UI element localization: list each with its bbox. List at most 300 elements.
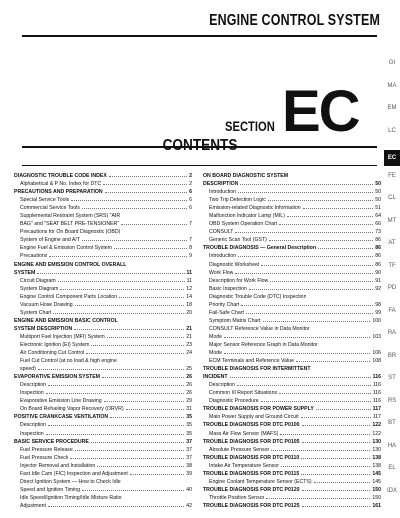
toc-leader-dots xyxy=(302,506,371,507)
toc-entry-page: 86 xyxy=(375,245,381,252)
toc-entry-page: 64 xyxy=(375,213,381,220)
toc-entry-page: 35 xyxy=(186,422,192,429)
toc-entry-title: Generic Scan Tool (GST) xyxy=(209,237,267,244)
toc-entry[interactable] xyxy=(14,204,192,212)
toc-entry[interactable] xyxy=(203,381,381,389)
toc-entry[interactable] xyxy=(14,212,192,220)
toc-entry[interactable] xyxy=(203,220,381,228)
toc-entry-page: 50 xyxy=(375,181,381,188)
toc-leader-dots xyxy=(97,466,184,467)
toc-entry-page: 130 xyxy=(372,446,381,453)
toc-entry-page: 108 xyxy=(372,358,381,365)
toc-leader-dots xyxy=(301,458,370,459)
toc-entry-page: 73 xyxy=(375,229,381,236)
toc-entry-page: 106 xyxy=(372,350,381,357)
toc-entry[interactable] xyxy=(203,325,381,333)
toc-entry[interactable] xyxy=(14,228,192,236)
toc-entry[interactable] xyxy=(14,309,192,317)
toc-leader-dots xyxy=(105,192,187,193)
toc-entry[interactable] xyxy=(203,269,381,277)
toc-leader-dots xyxy=(53,313,184,314)
toc-entry[interactable] xyxy=(203,373,381,381)
toc-entry-title: CONSULT Reference Value in Data Monitor xyxy=(209,325,310,332)
toc-leader-dots xyxy=(280,434,370,435)
toc-entry[interactable] xyxy=(14,502,192,510)
toc-entry-page: 7 xyxy=(189,221,192,228)
toc-leader-dots xyxy=(238,192,373,193)
toc-entry-page: 99 xyxy=(375,309,381,316)
toc-leader-dots xyxy=(301,417,371,418)
toc-entry[interactable] xyxy=(203,236,381,244)
toc-entry-page: 11 xyxy=(186,277,192,284)
toc-entry[interactable] xyxy=(203,397,381,405)
section-tab-br[interactable]: BR xyxy=(387,352,397,359)
toc-entry[interactable] xyxy=(14,478,192,486)
toc-leader-dots xyxy=(237,385,371,386)
toc-entry-title: Fuel Pressure Release xyxy=(20,446,73,453)
toc-entry-title: EVAPORATIVE EMISSION SYSTEM xyxy=(14,374,100,381)
toc-leader-dots xyxy=(249,289,373,290)
toc-entry-page: 2 xyxy=(189,173,192,179)
toc-leader-dots xyxy=(82,208,187,209)
toc-entry[interactable] xyxy=(203,446,381,454)
toc-entry-title: ECM Terminals and Reference Value xyxy=(209,358,294,365)
toc-leader-dots xyxy=(107,337,184,338)
toc-entry[interactable] xyxy=(14,446,192,454)
toc-entry[interactable] xyxy=(203,486,381,494)
toc-entry[interactable] xyxy=(203,204,381,212)
toc-entry[interactable] xyxy=(14,397,192,405)
toc-entry[interactable] xyxy=(14,373,192,381)
toc-entry-page: 38 xyxy=(186,462,192,469)
toc-entry[interactable] xyxy=(14,196,192,204)
toc-leader-dots xyxy=(71,200,187,201)
toc-entry-title: Main Power Supply and Ground Circuit xyxy=(209,414,299,421)
toc-entry-page: 117 xyxy=(372,406,381,413)
toc-entry-title: Absolute Pressure Sensor xyxy=(209,446,270,453)
toc-entry-page: 25 xyxy=(186,366,192,373)
toc-entry[interactable] xyxy=(14,438,192,446)
toc-entry-page: 42 xyxy=(186,502,192,509)
toc-entry-page: 50 xyxy=(375,197,381,204)
toc-leader-dots xyxy=(46,393,185,394)
toc-leader-dots xyxy=(82,240,187,241)
toc-entry-page: 24 xyxy=(186,350,192,357)
toc-entry[interactable] xyxy=(203,196,381,204)
toc-entry[interactable] xyxy=(14,381,192,389)
toc-entry[interactable] xyxy=(203,405,381,413)
toc-entry-page: 39 xyxy=(186,470,192,477)
toc-entry[interactable] xyxy=(14,285,192,293)
toc-entry-page: 161 xyxy=(372,502,381,509)
toc-entry-title: Diagnostic Worksheet xyxy=(209,261,260,268)
toc-entry-page: 116 xyxy=(372,390,381,397)
toc-entry[interactable] xyxy=(203,349,381,357)
toc-entry[interactable] xyxy=(203,188,381,196)
toc-entry-title: TROUBLE DIAGNOSIS FOR INTERMITTENT xyxy=(203,366,311,373)
toc-entry-page: 6 xyxy=(189,197,192,204)
title-rule xyxy=(22,35,377,37)
section-tab-at[interactable]: AT xyxy=(388,240,396,246)
toc-leader-dots xyxy=(235,232,373,233)
toc-leader-dots xyxy=(235,273,373,274)
toc-entry-title: ON BOARD DIAGNOSTIC SYSTEM xyxy=(203,173,289,179)
toc-entry-title: Work Flow xyxy=(209,269,234,276)
toc-entry-title: SYSTEM xyxy=(14,269,36,276)
toc-entry-page: 86 xyxy=(375,253,381,260)
toc-entry-title: BASIC SERVICE PROCEDURE xyxy=(14,438,89,445)
toc-entry-page: 40 xyxy=(186,486,192,493)
toc-entry-page: 91 xyxy=(375,277,381,284)
toc-entry-page: 37 xyxy=(186,438,192,445)
toc-entry-title: Evaporative Emission Line Drawing xyxy=(20,398,102,405)
toc-entry[interactable] xyxy=(14,470,192,478)
toc-entry[interactable] xyxy=(203,470,381,478)
toc-entry-title: Fail-Safe Chart xyxy=(209,309,244,316)
toc-entry[interactable] xyxy=(14,421,192,429)
section-tab-ha[interactable]: HA xyxy=(387,442,397,449)
toc-entry[interactable] xyxy=(14,220,192,228)
toc-entry-page: 86 xyxy=(375,261,381,268)
toc-entry[interactable] xyxy=(203,430,381,438)
toc-entry[interactable] xyxy=(14,325,192,333)
toc-entry[interactable] xyxy=(203,228,381,236)
toc-entry-page: 31 xyxy=(186,406,192,413)
section-tab-fa[interactable]: FA xyxy=(388,307,396,314)
toc-entry[interactable] xyxy=(203,309,381,317)
toc-entry-title: TROUBLE DIAGNOSIS — General Description xyxy=(203,245,316,252)
toc-leader-dots xyxy=(130,474,184,475)
toc-entry[interactable] xyxy=(203,357,381,365)
toc-entry-page: 21 xyxy=(186,333,192,340)
section-tab-strip xyxy=(384,60,400,518)
section-tab-tf[interactable]: TF xyxy=(388,262,396,269)
toc-entry-title: TROUBLE DIAGNOSIS FOR DTC P0110 xyxy=(203,454,300,461)
toc-entry-title: Diagnostic Trouble Code (DTC) Inspection xyxy=(209,293,307,300)
toc-entry-title: Basic Inspection xyxy=(209,285,247,292)
toc-entry[interactable] xyxy=(203,454,381,462)
toc-entry-page: 122 xyxy=(372,422,381,429)
section-tab-rs[interactable]: RS xyxy=(387,397,397,404)
toc-entry-title: Precautions for On Board Diagnostic (OBD) xyxy=(20,229,121,236)
toc-leader-dots xyxy=(75,450,184,451)
toc-entry-page: 26 xyxy=(186,374,192,381)
toc-entry[interactable] xyxy=(14,188,192,196)
toc-entry[interactable] xyxy=(14,462,192,470)
toc-leader-dots xyxy=(268,200,373,201)
toc-entry-title: Multiport Fuel Injection (MFI) System xyxy=(20,333,105,340)
toc-leader-dots xyxy=(38,369,184,370)
toc-entry-title: System Diagram xyxy=(20,285,59,292)
toc-leader-dots xyxy=(103,184,187,185)
toc-entry-page: 37 xyxy=(186,446,192,453)
toc-entry[interactable] xyxy=(203,478,381,486)
toc-leader-dots xyxy=(109,176,187,177)
toc-entry-page: 98 xyxy=(375,301,381,308)
toc-entry-page: 116 xyxy=(372,382,381,389)
toc-entry[interactable] xyxy=(203,438,381,446)
toc-entry-title: Circuit Diagram xyxy=(20,277,56,284)
toc-entry[interactable] xyxy=(14,413,192,421)
toc-entry[interactable] xyxy=(14,293,192,301)
toc-entry-title: Supplemental Restraint System (SRS) "AIR xyxy=(20,213,121,220)
toc-entry-page: 150 xyxy=(372,486,381,493)
contents-rule xyxy=(22,165,377,166)
toc-entry-title: INCIDENT xyxy=(203,374,228,381)
toc-entry[interactable] xyxy=(14,180,192,188)
section-tab-bt[interactable]: BT xyxy=(388,420,396,426)
section-tab-ma[interactable]: MA xyxy=(387,82,397,89)
toc-entry-title: Malfunction Indicator Lamp (MIL) xyxy=(209,213,285,220)
section-tab-el[interactable]: EL xyxy=(388,465,396,471)
toc-entry[interactable] xyxy=(203,172,381,180)
toc-entry-title: Mass Air Flow Sensor (MAFS) xyxy=(209,430,279,437)
toc-entry[interactable] xyxy=(203,180,381,188)
toc-leader-dots xyxy=(246,313,373,314)
toc-entry-page: 92 xyxy=(375,285,381,292)
toc-entry[interactable] xyxy=(203,293,381,301)
toc-entry-page: 116 xyxy=(372,398,381,405)
toc-entry[interactable] xyxy=(14,389,192,397)
toc-entry-title: DESCRIPTION xyxy=(203,181,239,188)
toc-leader-dots xyxy=(301,474,370,475)
toc-entry[interactable] xyxy=(14,454,192,462)
toc-entry-title: System of Engine and A/T xyxy=(20,237,80,244)
toc-entry[interactable] xyxy=(203,341,381,349)
section-tab-fe[interactable]: FE xyxy=(388,172,396,179)
toc-entry[interactable] xyxy=(203,462,381,470)
toc-entry-title: ENGINE AND EMISSION CONTROL OVERALL xyxy=(14,261,127,268)
toc-entry-title: Vacuum Hose Drawing xyxy=(20,301,73,308)
toc-right-column xyxy=(203,172,381,510)
toc-leader-dots xyxy=(302,442,371,443)
toc-entry[interactable] xyxy=(203,421,381,429)
toc-leader-dots xyxy=(104,401,185,402)
toc-leader-dots xyxy=(75,305,185,306)
toc-entry[interactable] xyxy=(14,236,192,244)
toc-entry-title: Symptom Matrix Chart xyxy=(209,317,261,324)
section-tab-gi[interactable]: GI xyxy=(388,60,396,66)
toc-entry-title: BAG" and "SEAT BELT PRE-TENSIONER" xyxy=(20,221,120,228)
toc-entry-page: 20 xyxy=(186,309,192,316)
toc-entry-title: OBD System Operation Chart xyxy=(209,221,278,228)
toc-leader-dots xyxy=(240,184,373,185)
toc-entry-page: 130 xyxy=(372,438,381,445)
section-tab-cl[interactable]: CL xyxy=(388,195,396,201)
toc-entry[interactable] xyxy=(203,389,381,397)
toc-entry-page: 11 xyxy=(186,269,192,276)
toc-entry-title: Fuel Pressure Check xyxy=(20,454,69,461)
toc-entry[interactable] xyxy=(14,333,192,341)
toc-entry-title: Idle Speed/Ignition Timing/Idle Mixture Ratio xyxy=(20,494,122,501)
toc-entry-title: Mode xyxy=(209,350,222,357)
toc-leader-dots xyxy=(91,345,184,346)
toc-entry[interactable] xyxy=(203,277,381,285)
toc-entry-title: TROUBLE DIAGNOSIS FOR DTC P0115 xyxy=(203,470,300,477)
toc-entry-title: Inspection xyxy=(20,430,44,437)
toc-entry[interactable] xyxy=(14,269,192,277)
toc-leader-dots xyxy=(279,224,373,225)
section-code: EC xyxy=(282,79,359,144)
toc-entry-title: Introduction xyxy=(209,253,237,260)
toc-entry-title: TROUBLE DIAGNOSIS FOR DTC P0125 xyxy=(203,502,300,509)
toc-leader-dots xyxy=(302,425,371,426)
toc-leader-dots xyxy=(126,409,185,410)
toc-entry-title: POSITIVE CRANKCASE VENTILATION xyxy=(14,414,109,421)
toc-entry-title: Common I/I Report Situations xyxy=(209,390,278,397)
toc-entry-page: 12 xyxy=(186,285,192,292)
toc-leader-dots xyxy=(48,506,184,507)
toc-leader-dots xyxy=(241,305,373,306)
toc-entry-title: ENGINE AND EMISSION BASIC CONTROL xyxy=(14,317,118,324)
toc-entry-title: SYSTEM DESCRIPTION xyxy=(14,325,73,332)
toc-leader-dots xyxy=(70,458,184,459)
toc-entry-title: Description for Work Flow xyxy=(209,277,269,284)
toc-leader-dots xyxy=(91,442,184,443)
toc-entry[interactable] xyxy=(14,301,192,309)
toc-entry-page: 37 xyxy=(186,454,192,461)
toc-entry-title: TROUBLE DIAGNOSIS FOR DTC P0120 xyxy=(203,486,300,493)
toc-entry[interactable] xyxy=(203,252,381,260)
toc-leader-dots xyxy=(224,337,370,338)
toc-leader-dots xyxy=(48,385,184,386)
toc-entry[interactable] xyxy=(203,261,381,269)
toc-entry-title: System Chart xyxy=(20,309,52,316)
toc-entry[interactable] xyxy=(14,252,192,260)
toc-entry-title: Alphabetical & P No. Index for DTC xyxy=(20,181,102,188)
toc-entry-page: 18 xyxy=(186,301,192,308)
section-tab-ra[interactable]: RA xyxy=(387,330,397,336)
toc-entry[interactable] xyxy=(203,212,381,220)
toc-entry[interactable] xyxy=(14,430,192,438)
toc-entry[interactable] xyxy=(14,486,192,494)
toc-entry-page: 138 xyxy=(372,462,381,469)
toc-entry[interactable] xyxy=(14,261,192,269)
toc-entry-title: CONSULT xyxy=(209,229,234,236)
toc-entry-page: 86 xyxy=(375,237,381,244)
toc-entry-page: 116 xyxy=(372,374,381,381)
toc-leader-dots xyxy=(261,401,371,402)
toc-entry-title: Throttle Position Sensor xyxy=(209,494,265,501)
toc-entry-page: 9 xyxy=(189,253,192,260)
toc-leader-dots xyxy=(114,248,187,249)
toc-entry-title: Engine Control Component Parts Location xyxy=(20,293,118,300)
toc-entry[interactable] xyxy=(14,244,192,252)
toc-entry-title: Direct Ignition System — How to Check Idle xyxy=(20,478,121,485)
toc-entry-page: 100 xyxy=(372,317,381,324)
section-label: SECTION xyxy=(225,118,275,134)
toc-entry[interactable] xyxy=(14,317,192,325)
toc-leader-dots xyxy=(119,297,184,298)
section-tab-mt[interactable]: MT xyxy=(387,217,397,224)
toc-entry-page: 26 xyxy=(186,390,192,397)
toc-entry[interactable] xyxy=(14,349,192,357)
toc-entry-title: Description xyxy=(20,382,46,389)
toc-entry-page: 138 xyxy=(372,454,381,461)
page-title: ENGINE CONTROL SYSTEM xyxy=(209,12,380,29)
toc-entry-page: 66 xyxy=(375,221,381,228)
toc-entry-page: 2 xyxy=(189,181,192,188)
section-tab-pd[interactable]: PD xyxy=(387,285,397,291)
toc-entry[interactable] xyxy=(14,494,192,502)
toc-leader-dots xyxy=(266,498,370,499)
toc-entry-page: 8 xyxy=(189,245,192,252)
toc-entry-title: Description xyxy=(20,422,46,429)
toc-leader-dots xyxy=(314,482,371,483)
toc-entry-title: TROUBLE DIAGNOSIS FOR POWER SUPPLY xyxy=(203,406,314,413)
toc-leader-dots xyxy=(230,377,371,378)
toc-leader-dots xyxy=(296,361,370,362)
toc-leader-dots xyxy=(48,425,184,426)
toc-entry[interactable] xyxy=(203,502,381,510)
toc-entry[interactable] xyxy=(14,277,192,285)
toc-entry-title: TROUBLE DIAGNOSIS FOR DTC P0105 xyxy=(203,438,300,445)
toc-leader-dots xyxy=(46,434,185,435)
toc-entry[interactable] xyxy=(14,405,192,413)
toc-entry-title: On Board Refueling Vapor Recovery (ORVR) xyxy=(20,406,124,413)
toc-entry-page: 6 xyxy=(189,205,192,212)
toc-entry-title: Intake Air Temperature Sensor xyxy=(209,462,279,469)
toc-entry-page: 23 xyxy=(186,341,192,348)
toc-entry-title: Adjustment xyxy=(20,502,46,509)
section-tab-lc[interactable]: LC xyxy=(388,127,396,134)
toc-entry-title: Emission-related Diagnostic Information xyxy=(209,205,301,212)
toc-entry[interactable] xyxy=(203,333,381,341)
toc-entry[interactable] xyxy=(203,285,381,293)
toc-entry-title: speed) xyxy=(20,366,36,373)
toc-entry-title: Engine Fuel & Emission Control System xyxy=(20,245,112,252)
section-tab-idx[interactable]: IDX xyxy=(386,487,397,494)
toc-entry-page: 26 xyxy=(186,382,192,389)
toc-entry[interactable] xyxy=(203,365,381,373)
toc-leader-dots xyxy=(74,329,184,330)
toc-leader-dots xyxy=(37,273,184,274)
toc-entry-title: Diagnostic Procedure xyxy=(209,398,259,405)
toc-leader-dots xyxy=(82,490,184,491)
section-tab-em[interactable]: EM xyxy=(387,105,397,111)
toc-leader-dots xyxy=(318,248,373,249)
toc-leader-dots xyxy=(261,265,373,266)
toc-leader-dots xyxy=(279,393,371,394)
toc-entry[interactable] xyxy=(14,172,192,180)
toc-entry[interactable] xyxy=(203,317,381,325)
toc-entry[interactable] xyxy=(203,494,381,502)
toc-entry[interactable] xyxy=(203,301,381,309)
toc-entry[interactable] xyxy=(203,413,381,421)
toc-entry-title: Speed and Ignition Timing xyxy=(20,486,80,493)
toc-left-column xyxy=(14,172,192,510)
toc-entry-page: 6 xyxy=(189,189,192,196)
toc-entry-page: 145 xyxy=(372,478,381,485)
section-tab-st[interactable]: ST xyxy=(388,375,396,381)
toc-entry-page: 29 xyxy=(186,398,192,405)
toc-entry-title: DIAGNOSTIC TROUBLE CODE INDEX xyxy=(14,173,107,179)
toc-entry-title: PRECAUTIONS AND PREPARATION xyxy=(14,189,103,196)
toc-entry[interactable] xyxy=(14,365,192,373)
toc-leader-dots xyxy=(86,353,184,354)
toc-leader-dots xyxy=(270,281,373,282)
toc-entry-page: 14 xyxy=(186,293,192,300)
toc-entry-page: 122 xyxy=(372,430,381,437)
toc-entry-title: Fuel Cut Control (at no load & high engine xyxy=(20,358,117,365)
toc-entry[interactable] xyxy=(14,357,192,365)
section-tab-ec[interactable]: EC xyxy=(384,150,400,166)
toc-entry-page: 90 xyxy=(375,269,381,276)
toc-entry[interactable] xyxy=(14,341,192,349)
toc-entry[interactable] xyxy=(203,244,381,252)
toc-leader-dots xyxy=(49,256,187,257)
toc-leader-dots xyxy=(60,289,184,290)
